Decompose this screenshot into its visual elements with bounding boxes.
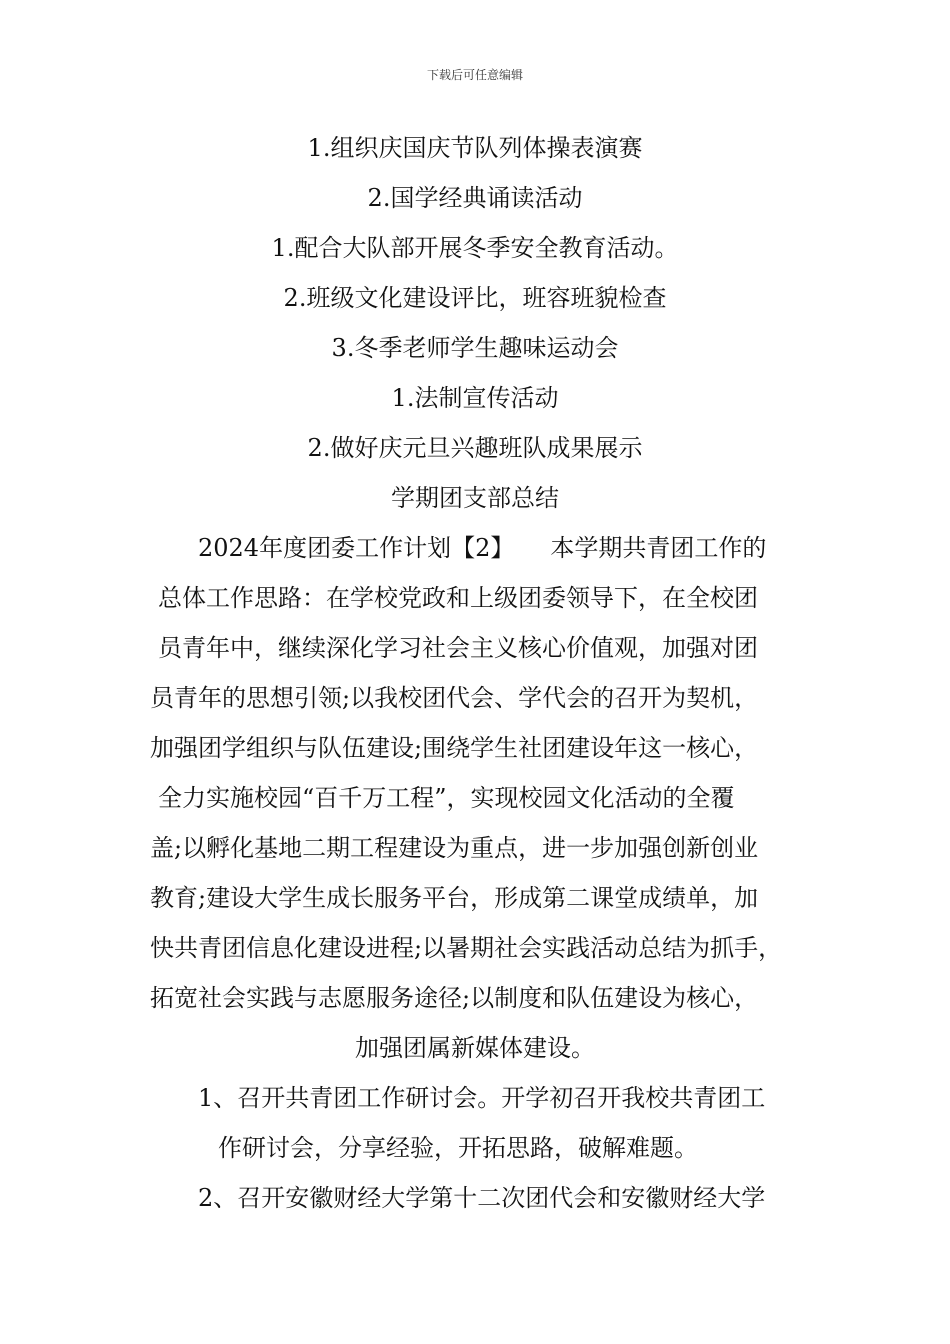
text-line: 2、召开安徽财经大学第十二次团代会和安徽财经大学: [198, 1184, 766, 1212]
text-line: 教育;建设大学生成长服务平台，形成第二课堂成绩单，加: [150, 884, 759, 912]
text-line: 1、召开共青团工作研讨会。开学初召开我校共青团工: [198, 1084, 766, 1112]
text-line: 作研讨会，分享经验，开拓思路，破解难题。: [218, 1134, 698, 1162]
section-title: 学期团支部总结: [391, 484, 559, 512]
text-line: 2024年度团委工作计划【2】 本学期共青团工作的: [198, 534, 767, 562]
text-line: 员青年中，继续深化学习社会主义核心价值观，加强对团: [158, 634, 758, 662]
text-line: 快共青团信息化建设进程;以暑期社会实践活动总结为抓手，: [150, 934, 783, 962]
text-line: 加强团属新媒体建设。: [355, 1034, 595, 1062]
text-line: 盖;以孵化基地二期工程建设为重点，进一步加强创新创业: [150, 834, 759, 862]
text-line: 2.做好庆元旦兴趣班队成果展示: [307, 434, 643, 462]
text-line: 全力实施校园“百千万工程”，实现校园文化活动的全覆: [158, 784, 735, 812]
text-line: 3.冬季老师学生趣味运动会: [331, 334, 619, 362]
text-line: 1.配合大队部开展冬季安全教育活动。: [271, 234, 679, 262]
text-line: 加强团学组织与队伍建设;围绕学生社团建设年这一核心，: [150, 734, 759, 762]
text-line: 2.国学经典诵读活动: [367, 184, 583, 212]
text-line: 1.组织庆国庆节队列体操表演赛: [307, 134, 643, 162]
text-line: 1.法制宣传活动: [391, 384, 559, 412]
page-header: 下载后可任意编辑: [426, 68, 523, 82]
text-line: 拓宽社会实践与志愿服务途径;以制度和队伍建设为核心，: [150, 984, 759, 1012]
text-line: 2.班级文化建设评比，班容班貌检查: [283, 284, 667, 312]
text-line: 员青年的思想引领;以我校团代会、学代会的召开为契机，: [150, 684, 759, 712]
text-line: 总体工作思路：在学校党政和上级团委领导下，在全校团: [158, 584, 758, 612]
